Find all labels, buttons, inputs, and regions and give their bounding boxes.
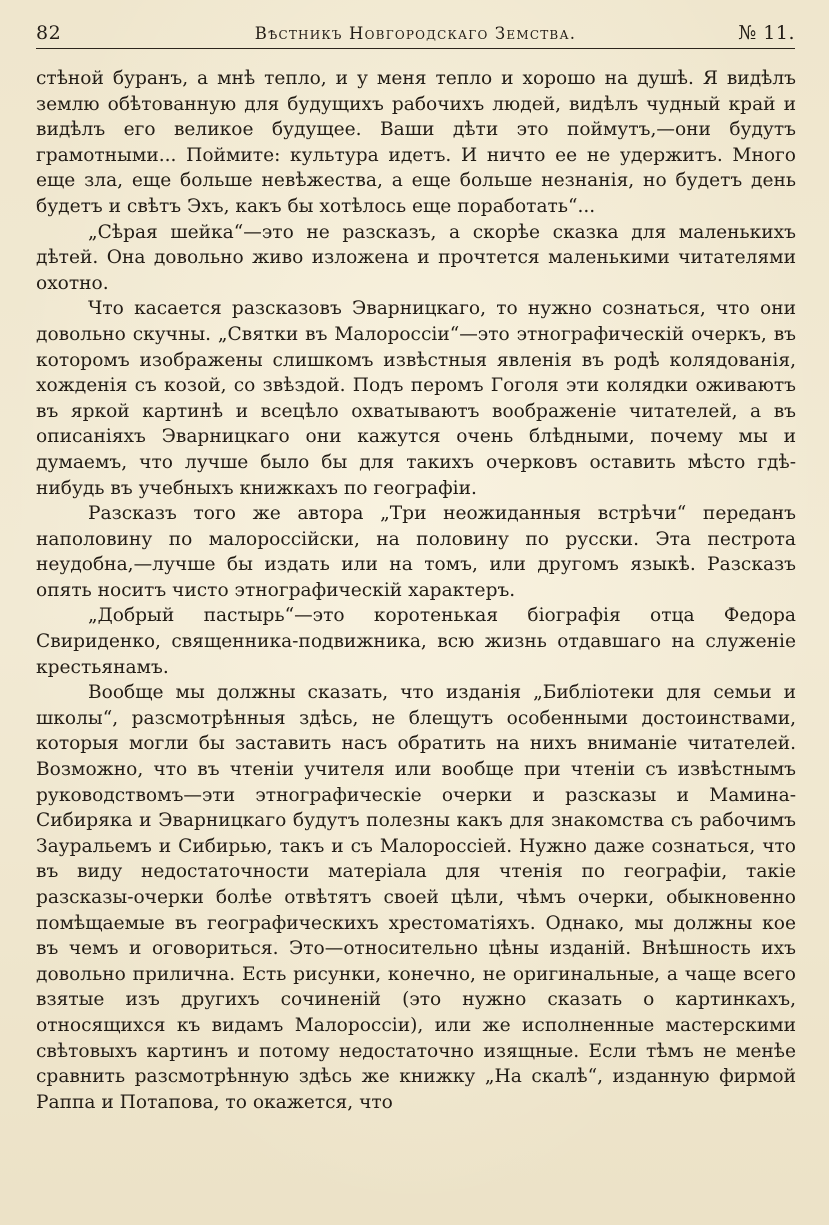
paragraph: Разсказъ того же автора „Три неожиданныя встрѣчи“ переданъ наполовину по малороссійски, на половину по русски. Эта пестрота неудобна,—лучше бы издать или на томъ, или другомъ языкѣ. Разсказъ опять носитъ чисто этнографическій характеръ. [36,503,796,601]
paragraph: Вообще мы должны сказать, что изданія „Библіотеки для семьи и школы“, разсмотрѣнныя здѣсь, не блещутъ особенными достоинствами, которыя могли бы заставить насъ обратить на нихъ вниманіе читателей. Возможно, что въ чтеніи учителя или вообще при чтеніи съ извѣстнымъ руководствомъ—эти этнографическіе очерки и разсказы и Мамина-Сибиряка и Эварницкаго будутъ полезны какъ для знакомства съ рабочимъ Зауральемъ и Сибирью, такъ и съ Малороссіей. Нужно даже сознаться, что въ виду недостаточности матеріала для чтенія по географіи, такіе разсказы-очерки болѣе отвѣтятъ своей цѣли, чѣмъ очерки, обыкновенно помѣщаемые въ географическихъ хрестоматіяхъ. Однако, мы должны кое въ чемъ и оговориться. Это—относительно цѣны изданій. Внѣшность ихъ довольно прилична. Есть рисунки, конечно, не оригинальные, а чаще всего взятые изъ другихъ сочиненій (это нужно сказать о картинкахъ, относящихся къ видамъ Малороссіи), или же исполненные мастерскими свѣтовыхъ картинъ и потому недостаточно изящные. Если тѣмъ не менѣе сравнить разсмотрѣнную здѣсь же книжку „На скалѣ“, изданную фирмой Раппа и Потапова, то окажется, что [36,682,796,1113]
paragraph: „Сѣрая шейка“—это не разсказъ, а скорѣе сказка для маленькихъ дѣтей. Она довольно живо изложена и прочтется маленькими читателями охотно. [36,221,796,294]
page-header [36,18,795,49]
paragraph: „Добрый пастырь“—это коротенькая біографія отца Федора Свириденко, священника-подвижника, всю жизнь отдавшаго на служеніе крестьянамъ. [36,605,796,678]
issue-number: № 11. [738,22,795,44]
running-title: Вѣстникъ Новгородскаго Земства. [254,24,577,43]
article-body [36,66,796,1115]
page-number: 82 [36,22,62,44]
paragraph: стѣной буранъ, а мнѣ тепло, и у меня тепло и хорошо на душѣ. Я видѣлъ землю обѣтованную для будущихъ рабочихъ людей, видѣлъ чудный край и видѣлъ его великое будущее. Ваши дѣти это поймутъ,—они будутъ грамотными... Поймите: культура идетъ. И ничто ее не удержитъ. Много еще зла, еще больше невѣжества, а еще больше незнанія, но будетъ день будетъ и свѣтъ Эхъ, какъ бы хотѣлось еще поработать“... [36,68,796,217]
paragraph: Что касается разсказовъ Эварницкаго, то нужно сознаться, что они довольно скучны. „Святки въ Малороссіи“—это этнографическій очеркъ, въ которомъ изображены слишкомъ извѣстныя явленія въ родѣ колядованія, хожденія съ козой, со звѣздой. Подъ перомъ Гоголя эти колядки оживаютъ въ яркой картинѣ и всецѣло охватываютъ воображеніе читателей, а въ описаніяхъ Эварницкаго они кажутся очень блѣдными, почему мы и думаемъ, что лучше было бы для такихъ очерковъ оставить мѣсто гдѣ-нибудь въ учебныхъ книжкахъ по географіи. [36,298,796,499]
